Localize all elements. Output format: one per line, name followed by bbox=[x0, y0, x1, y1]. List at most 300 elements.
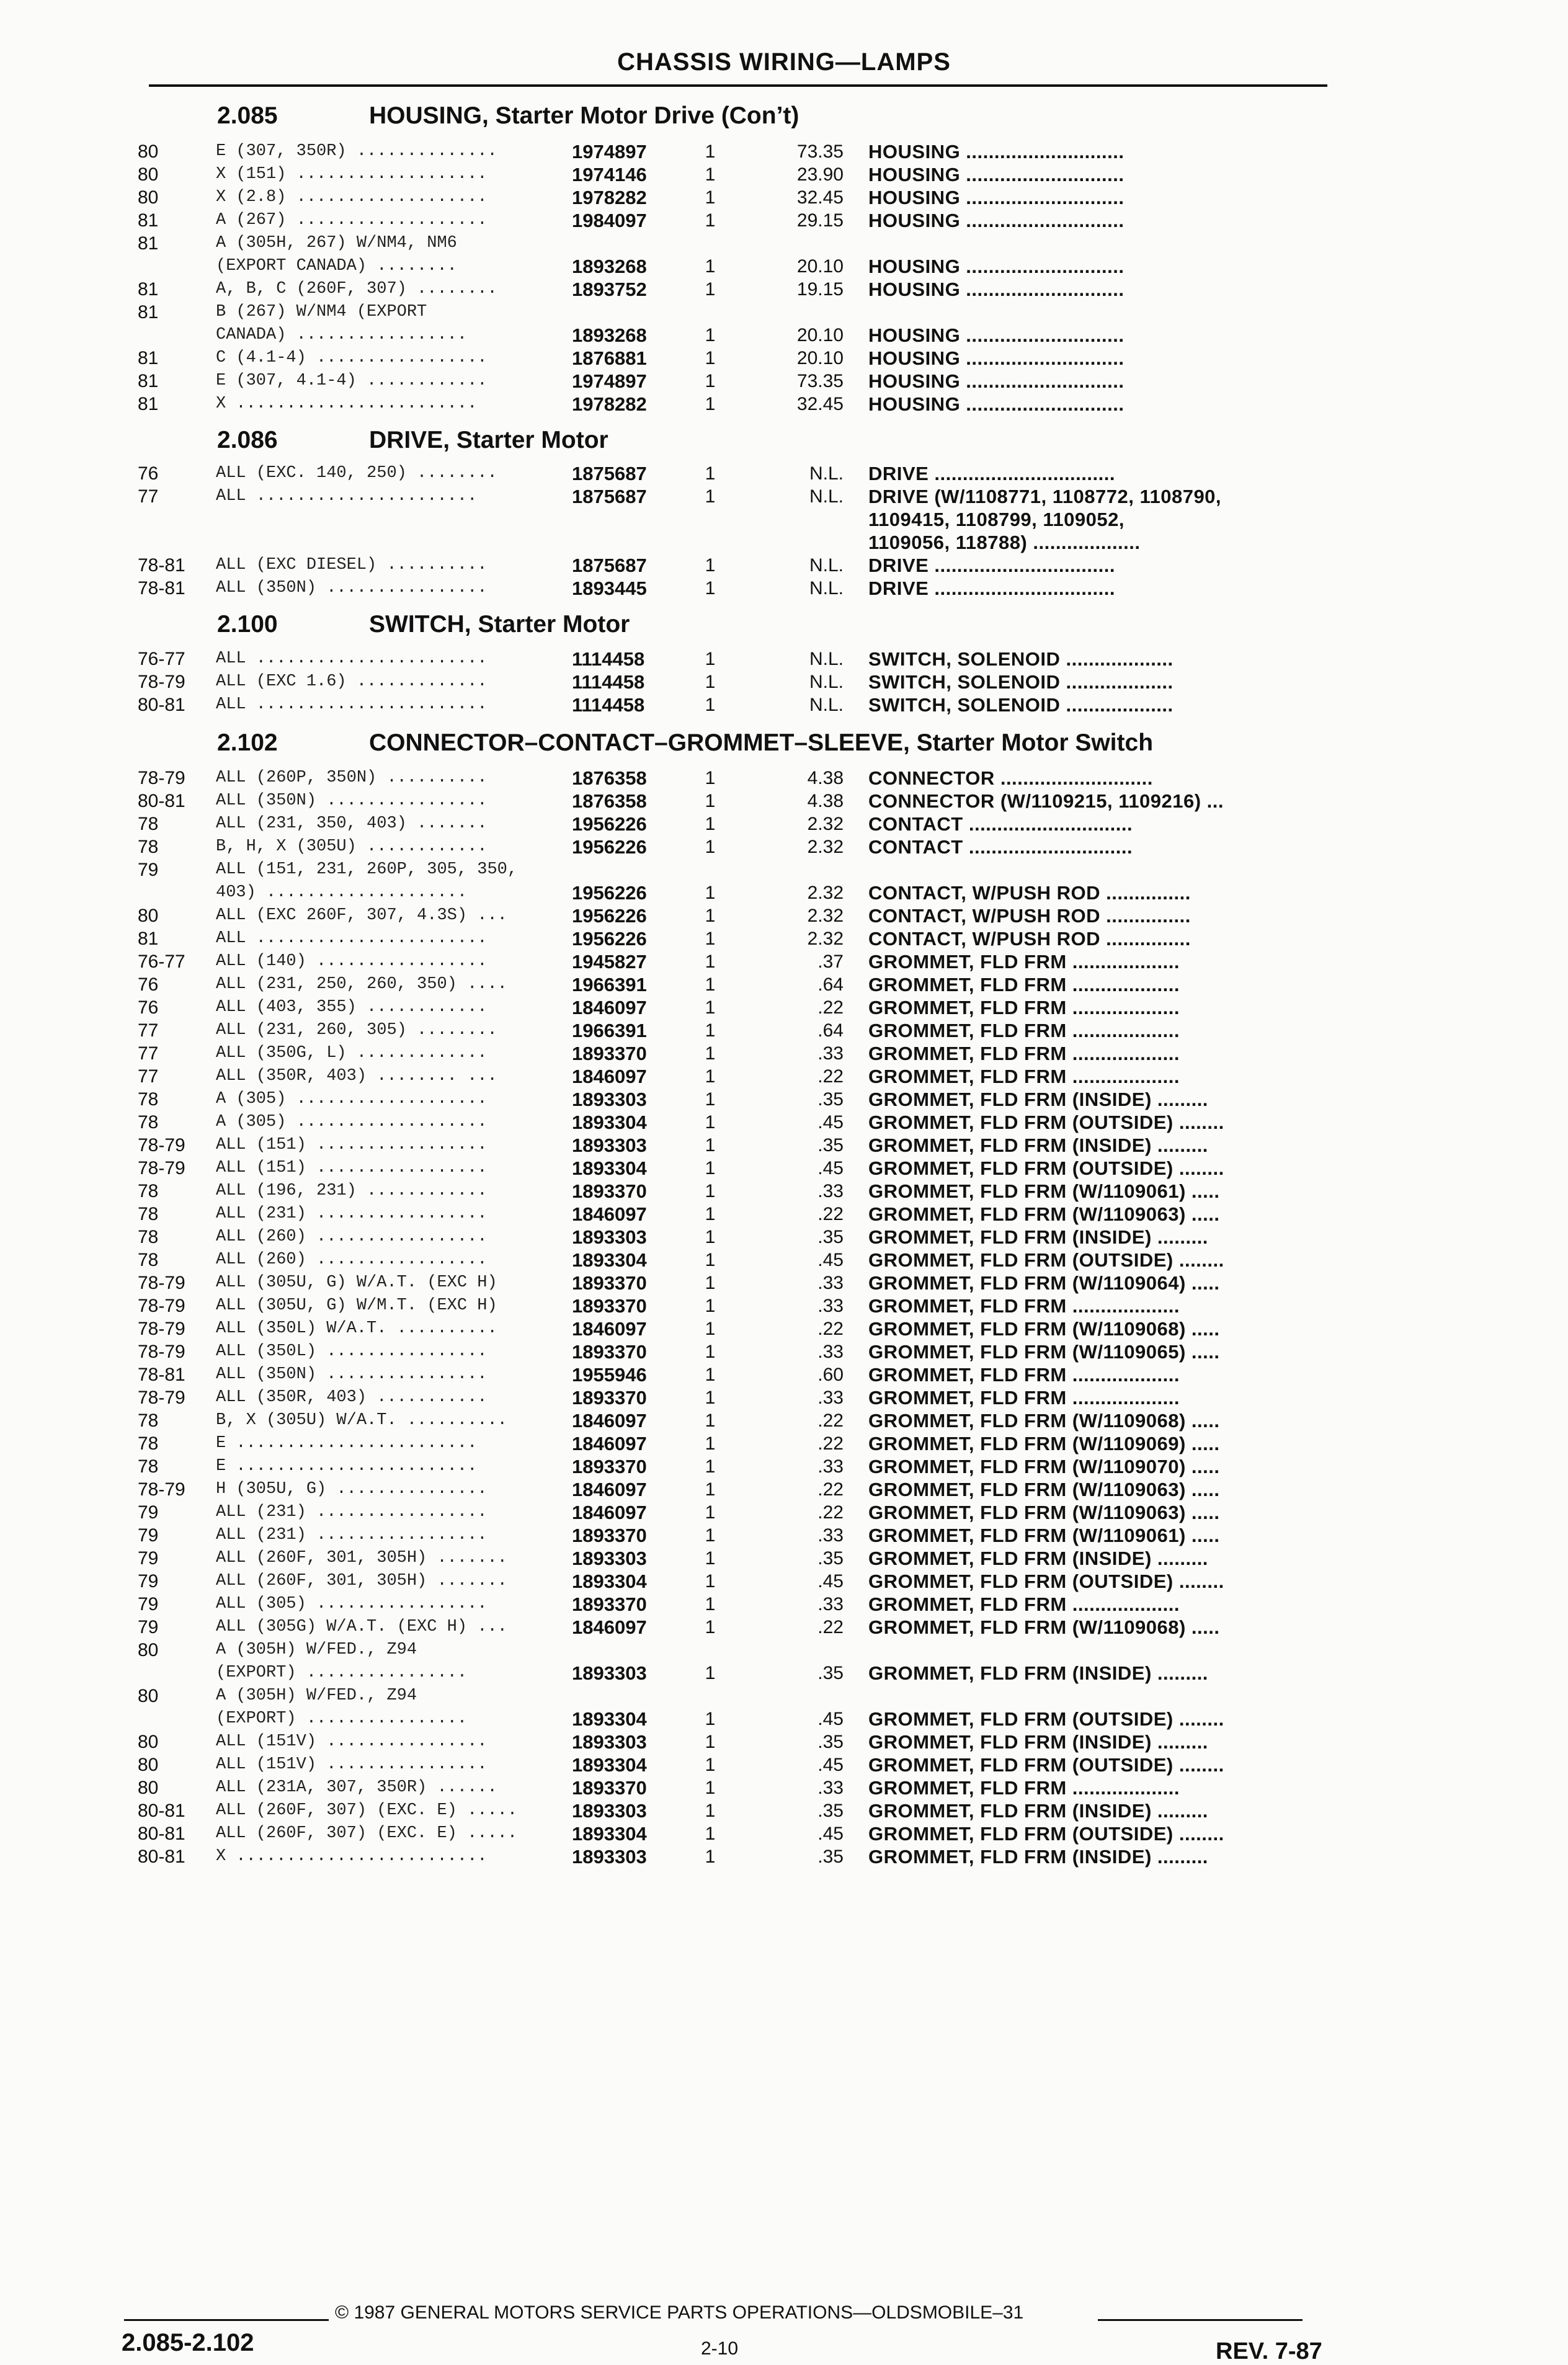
section-name: HOUSING, Starter Motor Drive (Con’t) bbox=[369, 102, 800, 129]
table-row bbox=[0, 835, 1568, 858]
model-year: 78-79 bbox=[138, 1387, 185, 1408]
table-row bbox=[0, 1363, 1568, 1386]
model-year: 80 bbox=[138, 906, 159, 926]
model-year: 78 bbox=[138, 1227, 159, 1247]
application: ALL (EXC 260F, 307, 4.3S) ... bbox=[216, 906, 507, 925]
table-row bbox=[0, 347, 1568, 370]
quantity: 1 bbox=[705, 695, 716, 715]
quantity: 1 bbox=[705, 1365, 716, 1385]
price: .37 bbox=[817, 951, 844, 972]
description: GROMMET, FLD FRM (W/1109069) ..... bbox=[868, 1433, 1220, 1454]
model-year: 80-81 bbox=[138, 1801, 185, 1821]
table-row bbox=[0, 1386, 1568, 1409]
description: GROMMET, FLD FRM (INSIDE) ......... bbox=[868, 1846, 1208, 1868]
table-row bbox=[0, 973, 1568, 996]
description: GROMMET, FLD FRM (W/1109068) ..... bbox=[868, 1616, 1220, 1638]
part-number: 1893752 bbox=[572, 278, 647, 300]
quantity: 1 bbox=[705, 997, 716, 1018]
part-number: 1893370 bbox=[572, 1272, 647, 1294]
price: N.L. bbox=[809, 649, 844, 669]
quantity: 1 bbox=[705, 1525, 716, 1546]
part-number: 1978282 bbox=[572, 393, 647, 415]
description: GROMMET, FLD FRM ................... bbox=[868, 1066, 1180, 1087]
model-year: 76-77 bbox=[138, 649, 185, 669]
model-year: 76 bbox=[138, 997, 159, 1018]
application: ALL (231, 350, 403) ....... bbox=[216, 814, 488, 833]
model-year: 80 bbox=[138, 1732, 159, 1752]
model-year: 80 bbox=[138, 141, 159, 162]
table-row bbox=[0, 1134, 1568, 1157]
quantity: 1 bbox=[705, 974, 716, 995]
application: ALL (305) ................. bbox=[216, 1595, 488, 1613]
description: GROMMET, FLD FRM (OUTSIDE) ........ bbox=[868, 1111, 1224, 1133]
model-year: 80 bbox=[138, 1778, 159, 1798]
part-number: 1893370 bbox=[572, 1341, 647, 1363]
application: ALL (260) ................. bbox=[216, 1250, 488, 1269]
quantity: 1 bbox=[705, 210, 716, 231]
model-year: 78 bbox=[138, 814, 159, 834]
application: ALL (151) ................. bbox=[216, 1136, 488, 1154]
application: ALL ....................... bbox=[216, 649, 488, 668]
table-row bbox=[0, 1203, 1568, 1226]
table-row bbox=[0, 1157, 1568, 1180]
description: GROMMET, FLD FRM (INSIDE) ......... bbox=[868, 1800, 1208, 1822]
table-row bbox=[0, 790, 1568, 813]
description: GROMMET, FLD FRM (INSIDE) ......... bbox=[868, 1226, 1208, 1248]
application: H (305U, G) ............... bbox=[216, 1480, 488, 1499]
quantity: 1 bbox=[705, 1617, 716, 1637]
model-year: 76-77 bbox=[138, 951, 185, 972]
table-row bbox=[0, 577, 1568, 600]
application: A (305H) W/FED., Z94 bbox=[216, 1686, 417, 1705]
quantity: 1 bbox=[705, 814, 716, 834]
quantity: 1 bbox=[705, 325, 716, 345]
application: A, B, C (260F, 307) ........ bbox=[216, 280, 497, 298]
application: ALL (305G) W/A.T. (EXC H) ... bbox=[216, 1618, 507, 1636]
quantity: 1 bbox=[705, 1319, 716, 1339]
quantity: 1 bbox=[705, 1732, 716, 1752]
model-year: 78-79 bbox=[138, 1479, 185, 1500]
application: ALL (350L) W/A.T. .......... bbox=[216, 1319, 497, 1338]
part-number: 1893268 bbox=[572, 324, 647, 346]
application: ALL (305U, G) W/A.T. (EXC H) bbox=[216, 1273, 497, 1292]
description: GROMMET, FLD FRM ................... bbox=[868, 1387, 1180, 1409]
model-year: 77 bbox=[138, 1043, 159, 1064]
price: N.L. bbox=[809, 486, 844, 507]
page-title: CHASSIS WIRING—LAMPS bbox=[617, 48, 951, 76]
price: .33 bbox=[817, 1387, 844, 1408]
part-number: 1893303 bbox=[572, 1548, 647, 1569]
table-row bbox=[0, 278, 1568, 301]
model-year: 80 bbox=[138, 164, 159, 185]
part-number: 1984097 bbox=[572, 210, 647, 231]
price: 32.45 bbox=[796, 187, 844, 208]
application: A (305) ................... bbox=[216, 1090, 488, 1108]
price: .33 bbox=[817, 1778, 844, 1798]
table-row bbox=[0, 1799, 1568, 1822]
price: .22 bbox=[817, 1479, 844, 1500]
description: HOUSING ............................ bbox=[868, 324, 1125, 346]
price: 20.10 bbox=[796, 348, 844, 368]
table-row bbox=[0, 996, 1568, 1019]
model-year: 80-81 bbox=[138, 695, 185, 715]
table-row bbox=[0, 324, 1568, 347]
description: GROMMET, FLD FRM (OUTSIDE) ........ bbox=[868, 1754, 1224, 1776]
application: (EXPORT) ................ bbox=[216, 1709, 468, 1728]
table-row bbox=[0, 767, 1568, 790]
table-row bbox=[0, 1822, 1568, 1845]
description: HOUSING ............................ bbox=[868, 187, 1125, 208]
description: GROMMET, FLD FRM (W/1109068) ..... bbox=[868, 1318, 1220, 1340]
description: GROMMET, FLD FRM (OUTSIDE) ........ bbox=[868, 1570, 1224, 1592]
table-row bbox=[0, 485, 1568, 508]
model-year: 79 bbox=[138, 1525, 159, 1546]
application: A (305H) W/FED., Z94 bbox=[216, 1641, 417, 1659]
description: CONTACT, W/PUSH ROD ............... bbox=[868, 928, 1191, 950]
model-year: 78 bbox=[138, 1433, 159, 1454]
quantity: 1 bbox=[705, 1709, 716, 1729]
application: ALL (151V) ................ bbox=[216, 1755, 488, 1774]
table-row bbox=[0, 1524, 1568, 1547]
model-year: 80 bbox=[138, 187, 159, 208]
model-year: 80 bbox=[138, 1640, 159, 1660]
application: X ......................... bbox=[216, 1847, 488, 1866]
part-number: 1893445 bbox=[572, 577, 647, 599]
table-row bbox=[0, 1455, 1568, 1478]
quantity: 1 bbox=[705, 1387, 716, 1408]
price: .45 bbox=[817, 1824, 844, 1844]
part-number: 1114458 bbox=[572, 694, 645, 716]
quantity: 1 bbox=[705, 371, 716, 391]
quantity: 1 bbox=[705, 1342, 716, 1362]
part-number: 1893304 bbox=[572, 1754, 647, 1776]
footer-section-range: 2.085-2.102 bbox=[122, 2329, 254, 2356]
quantity: 1 bbox=[705, 1020, 716, 1041]
model-year: 78-79 bbox=[138, 672, 185, 692]
price: 20.10 bbox=[796, 256, 844, 277]
description: GROMMET, FLD FRM (INSIDE) ......... bbox=[868, 1548, 1208, 1569]
section-name: SWITCH, Starter Motor bbox=[369, 611, 630, 638]
part-number: 1978282 bbox=[572, 187, 647, 208]
quantity: 1 bbox=[705, 1135, 716, 1156]
table-row bbox=[0, 1639, 1568, 1662]
model-year: 81 bbox=[138, 348, 159, 368]
price: 2.32 bbox=[807, 814, 844, 834]
description: GROMMET, FLD FRM ................... bbox=[868, 997, 1180, 1018]
description: HOUSING ............................ bbox=[868, 210, 1125, 231]
price: .35 bbox=[817, 1663, 844, 1683]
quantity: 1 bbox=[705, 1778, 716, 1798]
description: GROMMET, FLD FRM ................... bbox=[868, 1043, 1180, 1064]
model-year: 81 bbox=[138, 210, 159, 231]
quantity: 1 bbox=[705, 1089, 716, 1110]
quantity: 1 bbox=[705, 348, 716, 368]
part-number: 1875687 bbox=[572, 555, 647, 576]
price: 2.32 bbox=[807, 929, 844, 949]
model-year: 77 bbox=[138, 1066, 159, 1087]
quantity: 1 bbox=[705, 1066, 716, 1087]
quantity: 1 bbox=[705, 555, 716, 576]
table-row bbox=[0, 648, 1568, 670]
application: E ........................ bbox=[216, 1457, 478, 1476]
model-year: 80 bbox=[138, 1686, 159, 1706]
table-row bbox=[0, 140, 1568, 163]
description: HOUSING ............................ bbox=[868, 278, 1125, 300]
table-row bbox=[0, 1547, 1568, 1570]
price: .45 bbox=[817, 1755, 844, 1775]
price: 4.38 bbox=[807, 791, 844, 811]
table-row bbox=[0, 1019, 1568, 1042]
description: HOUSING ............................ bbox=[868, 164, 1125, 185]
table-row bbox=[0, 927, 1568, 950]
description: GROMMET, FLD FRM (INSIDE) ......... bbox=[868, 1089, 1208, 1110]
price: .33 bbox=[817, 1525, 844, 1546]
description: GROMMET, FLD FRM (W/1109064) ..... bbox=[868, 1272, 1220, 1294]
model-year: 78 bbox=[138, 1250, 159, 1270]
section-number: 2.100 bbox=[217, 611, 278, 638]
application: ALL (350N) ................ bbox=[216, 791, 488, 810]
table-row bbox=[0, 508, 1568, 531]
price: .35 bbox=[817, 1227, 844, 1247]
table-row bbox=[0, 370, 1568, 393]
application: ALL (196, 231) ............ bbox=[216, 1182, 488, 1200]
description: CONTACT ............................. bbox=[868, 813, 1133, 835]
part-number: 1846097 bbox=[572, 1203, 647, 1225]
table-row bbox=[0, 209, 1568, 232]
price: 2.32 bbox=[807, 883, 844, 903]
description: GROMMET, FLD FRM ................... bbox=[868, 1364, 1180, 1386]
model-year: 79 bbox=[138, 1617, 159, 1637]
price: .22 bbox=[817, 1204, 844, 1224]
description: GROMMET, FLD FRM (W/1109068) ..... bbox=[868, 1410, 1220, 1432]
model-year: 78-79 bbox=[138, 1296, 185, 1316]
table-row bbox=[0, 1226, 1568, 1249]
table-row bbox=[0, 1088, 1568, 1111]
description: CONTACT, W/PUSH ROD ............... bbox=[868, 882, 1191, 904]
application: X (2.8) ................... bbox=[216, 188, 488, 207]
table-row bbox=[0, 232, 1568, 255]
quantity: 1 bbox=[705, 1594, 716, 1615]
table-row bbox=[0, 255, 1568, 278]
table-row bbox=[0, 693, 1568, 716]
price: .22 bbox=[817, 1433, 844, 1454]
quantity: 1 bbox=[705, 279, 716, 300]
part-number: 1893303 bbox=[572, 1134, 647, 1156]
application: CANADA) ................. bbox=[216, 326, 468, 344]
part-number: 1956226 bbox=[572, 813, 647, 835]
price: N.L. bbox=[809, 672, 844, 692]
description: GROMMET, FLD FRM ................... bbox=[868, 1295, 1180, 1317]
model-year: 76 bbox=[138, 974, 159, 995]
model-year: 78 bbox=[138, 1456, 159, 1477]
application: A (267) ................... bbox=[216, 211, 488, 229]
quantity: 1 bbox=[705, 394, 716, 414]
model-year: 79 bbox=[138, 1571, 159, 1592]
description: GROMMET, FLD FRM (INSIDE) ......... bbox=[868, 1662, 1208, 1684]
model-year: 78 bbox=[138, 1181, 159, 1201]
description: GROMMET, FLD FRM (W/1109063) ..... bbox=[868, 1203, 1220, 1225]
price: .35 bbox=[817, 1801, 844, 1821]
quantity: 1 bbox=[705, 164, 716, 185]
model-year: 78-81 bbox=[138, 1365, 185, 1385]
table-row bbox=[0, 1730, 1568, 1753]
model-year: 79 bbox=[138, 1502, 159, 1523]
description: 1109056, 118788) ................... bbox=[868, 532, 1141, 553]
price: .33 bbox=[817, 1273, 844, 1293]
table-row bbox=[0, 1501, 1568, 1524]
quantity: 1 bbox=[705, 672, 716, 692]
price: N.L. bbox=[809, 695, 844, 715]
part-number: 1846097 bbox=[572, 1479, 647, 1500]
part-number: 1846097 bbox=[572, 997, 647, 1018]
model-year: 80 bbox=[138, 1755, 159, 1775]
table-row bbox=[0, 393, 1568, 416]
application: ALL (305U, G) W/M.T. (EXC H) bbox=[216, 1296, 497, 1315]
quantity: 1 bbox=[705, 463, 716, 484]
application: ALL ....................... bbox=[216, 929, 488, 948]
table-row bbox=[0, 950, 1568, 973]
application: B (267) W/NM4 (EXPORT bbox=[216, 303, 427, 321]
part-number: 1893370 bbox=[572, 1456, 647, 1477]
application: ALL (260P, 350N) .......... bbox=[216, 768, 488, 787]
price: 73.35 bbox=[796, 141, 844, 162]
application: ALL (151, 231, 260P, 305, 350, bbox=[216, 860, 518, 879]
application: ALL (403, 355) ............ bbox=[216, 998, 488, 1017]
part-number: 1974897 bbox=[572, 141, 647, 163]
part-number: 1966391 bbox=[572, 1020, 647, 1041]
footer-rule-left bbox=[124, 2319, 329, 2321]
description: GROMMET, FLD FRM (W/1109063) ..... bbox=[868, 1502, 1220, 1523]
price: .60 bbox=[817, 1365, 844, 1385]
quantity: 1 bbox=[705, 578, 716, 599]
quantity: 1 bbox=[705, 1456, 716, 1477]
description: GROMMET, FLD FRM (W/1109065) ..... bbox=[868, 1341, 1220, 1363]
model-year: 79 bbox=[138, 1548, 159, 1569]
part-number: 1875687 bbox=[572, 463, 647, 484]
model-year: 81 bbox=[138, 279, 159, 300]
quantity: 1 bbox=[705, 187, 716, 208]
model-year: 78 bbox=[138, 1410, 159, 1431]
model-year: 78 bbox=[138, 1204, 159, 1224]
quantity: 1 bbox=[705, 929, 716, 949]
table-row bbox=[0, 1180, 1568, 1203]
price: 20.10 bbox=[796, 325, 844, 345]
application: ALL (231, 250, 260, 350) .... bbox=[216, 975, 507, 994]
model-year: 76 bbox=[138, 463, 159, 484]
description: 1109415, 1108799, 1109052, bbox=[868, 509, 1125, 530]
section-number: 2.086 bbox=[217, 427, 278, 453]
application: ALL ....................... bbox=[216, 695, 488, 714]
description: CONNECTOR (W/1109215, 1109216) ... bbox=[868, 790, 1224, 812]
model-year: 79 bbox=[138, 1594, 159, 1615]
section-name: CONNECTOR–CONTACT–GROMMET–SLEEVE, Starter Motor Switch bbox=[369, 729, 1154, 756]
application: ALL (151V) ................ bbox=[216, 1732, 488, 1751]
application: 403) .................... bbox=[216, 883, 468, 902]
model-year: 81 bbox=[138, 371, 159, 391]
table-row bbox=[0, 1616, 1568, 1639]
application: ALL (260F, 307) (EXC. E) ..... bbox=[216, 1801, 518, 1820]
price: .35 bbox=[817, 1089, 844, 1110]
table-row bbox=[0, 858, 1568, 881]
price: .64 bbox=[817, 1020, 844, 1041]
description: GROMMET, FLD FRM (W/1109070) ..... bbox=[868, 1456, 1220, 1477]
part-number: 1114458 bbox=[572, 648, 645, 670]
description: HOUSING ............................ bbox=[868, 347, 1125, 369]
table-row bbox=[0, 1065, 1568, 1088]
table-row bbox=[0, 462, 1568, 485]
table-row bbox=[0, 1111, 1568, 1134]
table-row bbox=[0, 1662, 1568, 1685]
price: .45 bbox=[817, 1158, 844, 1178]
part-number: 1876358 bbox=[572, 790, 647, 812]
table-row bbox=[0, 1340, 1568, 1363]
part-number: 1974146 bbox=[572, 164, 647, 185]
quantity: 1 bbox=[705, 1502, 716, 1523]
part-number: 1893303 bbox=[572, 1800, 647, 1822]
application: X (151) ................... bbox=[216, 165, 488, 184]
price: 2.32 bbox=[807, 906, 844, 926]
description: HOUSING ............................ bbox=[868, 393, 1125, 415]
part-number: 1956226 bbox=[572, 905, 647, 927]
quantity: 1 bbox=[705, 649, 716, 669]
quantity: 1 bbox=[705, 1433, 716, 1454]
application: ALL (350R, 403) ........ ... bbox=[216, 1067, 497, 1085]
price: 32.45 bbox=[796, 394, 844, 414]
part-number: 1893304 bbox=[572, 1111, 647, 1133]
price: .33 bbox=[817, 1181, 844, 1201]
table-row bbox=[0, 301, 1568, 324]
model-year: 79 bbox=[138, 860, 159, 880]
table-row bbox=[0, 1776, 1568, 1799]
table-row bbox=[0, 670, 1568, 693]
application: ALL (231A, 307, 350R) ...... bbox=[216, 1778, 497, 1797]
part-number: 1875687 bbox=[572, 486, 647, 507]
part-number: 1945827 bbox=[572, 951, 647, 973]
part-number: 1893303 bbox=[572, 1846, 647, 1868]
quantity: 1 bbox=[705, 1158, 716, 1178]
quantity: 1 bbox=[705, 486, 716, 507]
application: ALL (231) ................. bbox=[216, 1526, 488, 1544]
price: .22 bbox=[817, 1410, 844, 1431]
description: GROMMET, FLD FRM ................... bbox=[868, 974, 1180, 995]
model-year: 78-79 bbox=[138, 1319, 185, 1339]
price: .45 bbox=[817, 1112, 844, 1133]
part-number: 1876881 bbox=[572, 347, 647, 369]
quantity: 1 bbox=[705, 1846, 716, 1867]
model-year: 80-81 bbox=[138, 791, 185, 811]
application: ALL (350L) ................ bbox=[216, 1342, 488, 1361]
section-name: DRIVE, Starter Motor bbox=[369, 427, 608, 453]
price: .35 bbox=[817, 1846, 844, 1867]
price: 23.90 bbox=[796, 164, 844, 185]
quantity: 1 bbox=[705, 1410, 716, 1431]
model-year: 78-81 bbox=[138, 578, 185, 599]
model-year: 81 bbox=[138, 394, 159, 414]
quantity: 1 bbox=[705, 1227, 716, 1247]
part-number: 1846097 bbox=[572, 1318, 647, 1340]
description: CONTACT, W/PUSH ROD ............... bbox=[868, 905, 1191, 927]
model-year: 78 bbox=[138, 837, 159, 857]
part-number: 1893304 bbox=[572, 1708, 647, 1730]
table-row bbox=[0, 1478, 1568, 1501]
price: 29.15 bbox=[796, 210, 844, 231]
price: .35 bbox=[817, 1548, 844, 1569]
quantity: 1 bbox=[705, 791, 716, 811]
table-row bbox=[0, 1432, 1568, 1455]
description: SWITCH, SOLENOID ................... bbox=[868, 648, 1174, 670]
part-number: 1955946 bbox=[572, 1364, 647, 1386]
description: DRIVE ................................ bbox=[868, 577, 1115, 599]
